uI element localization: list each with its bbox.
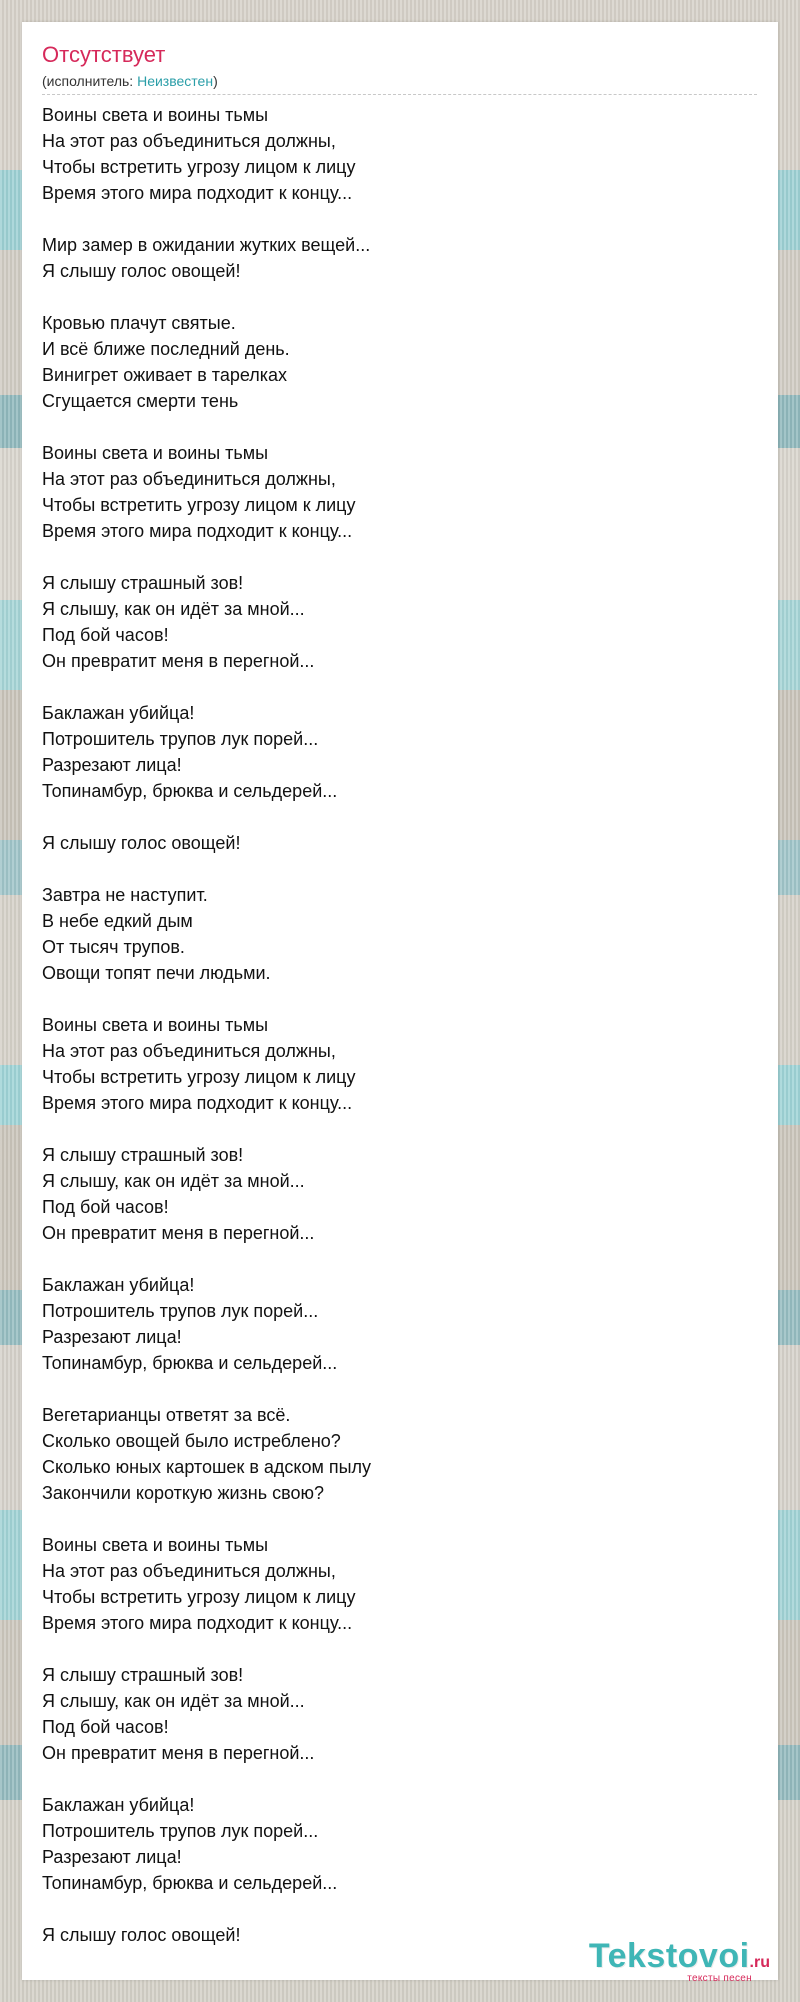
song-title: Отсутствует — [42, 42, 166, 67]
artist-link[interactable]: Неизвестен — [137, 73, 214, 89]
site-logo[interactable] — [570, 1939, 770, 1989]
logo-tld: .ru — [749, 1954, 770, 1971]
logo-tagline: тексты песен — [687, 1973, 752, 1984]
lyrics-card — [22, 22, 778, 1984]
artist-line — [42, 73, 218, 89]
logo-main-text: Tekstovoi — [588, 1937, 750, 1975]
artist-suffix: ) — [213, 73, 218, 89]
lyrics-text: Воины света и воины тьмы На этот раз объединиться должны, Чтобы встретить угрозу лицом к лицу Время этого мира подходит к концу... Мир замер в ожидании жутких вещей... Я слышу голос овощей! Кровью плачут святые. И всё ближе последний день. Винигрет оживает в тарелках Сгущается смерти тень Воины света и воины тьмы На этот раз объединиться должны, Чтобы встретить угрозу лицом к лицу Время этого мира подходит к концу... Я слышу страшный зов! Я слышу, как он идёт за мной... Под бой часов! Он превратит меня в перегной... Баклажан убийца! Потрошитель трупов лук порей... Разрезают лица! Топинамбур, брюква и сельдерей... Я слышу голос овощей! Завтра не наступит. В небе едкий дым От тысяч трупов. Овощи топят печи людьми. Воины света и воины тьмы На этот раз объединиться должны, Чтобы встретить угрозу лицом к лицу Время этого мира подходит к концу... Я слышу страшный зов! Я слышу, как он идёт за мной... Под бой часов! Он превратит меня в перегной... Баклажан убийца! Потрошитель трупов лук порей... Разрезают лица! Топинамбур, брюква и сельдерей... Вегетарианцы ответят за всё. Сколько овощей было истреблено? Сколько юных картошек в адском пылу Закончили короткую жизнь свою? Воины света и воины тьмы На этот раз объединиться должны, Чтобы встретить угрозу лицом к лицу Время этого мира подходит к концу... Я слышу страшный зов! Я слышу, как он идёт за мной... Под бой часов! Он превратит меня в перегной... Баклажан убийца! Потрошитель трупов лук порей... Разрезают лица! Топинамбур, брюква и сельдерей... Я слышу голос овощей! — [42, 105, 372, 1945]
title-divider — [42, 94, 757, 95]
artist-prefix: (исполнитель: — [42, 73, 138, 89]
